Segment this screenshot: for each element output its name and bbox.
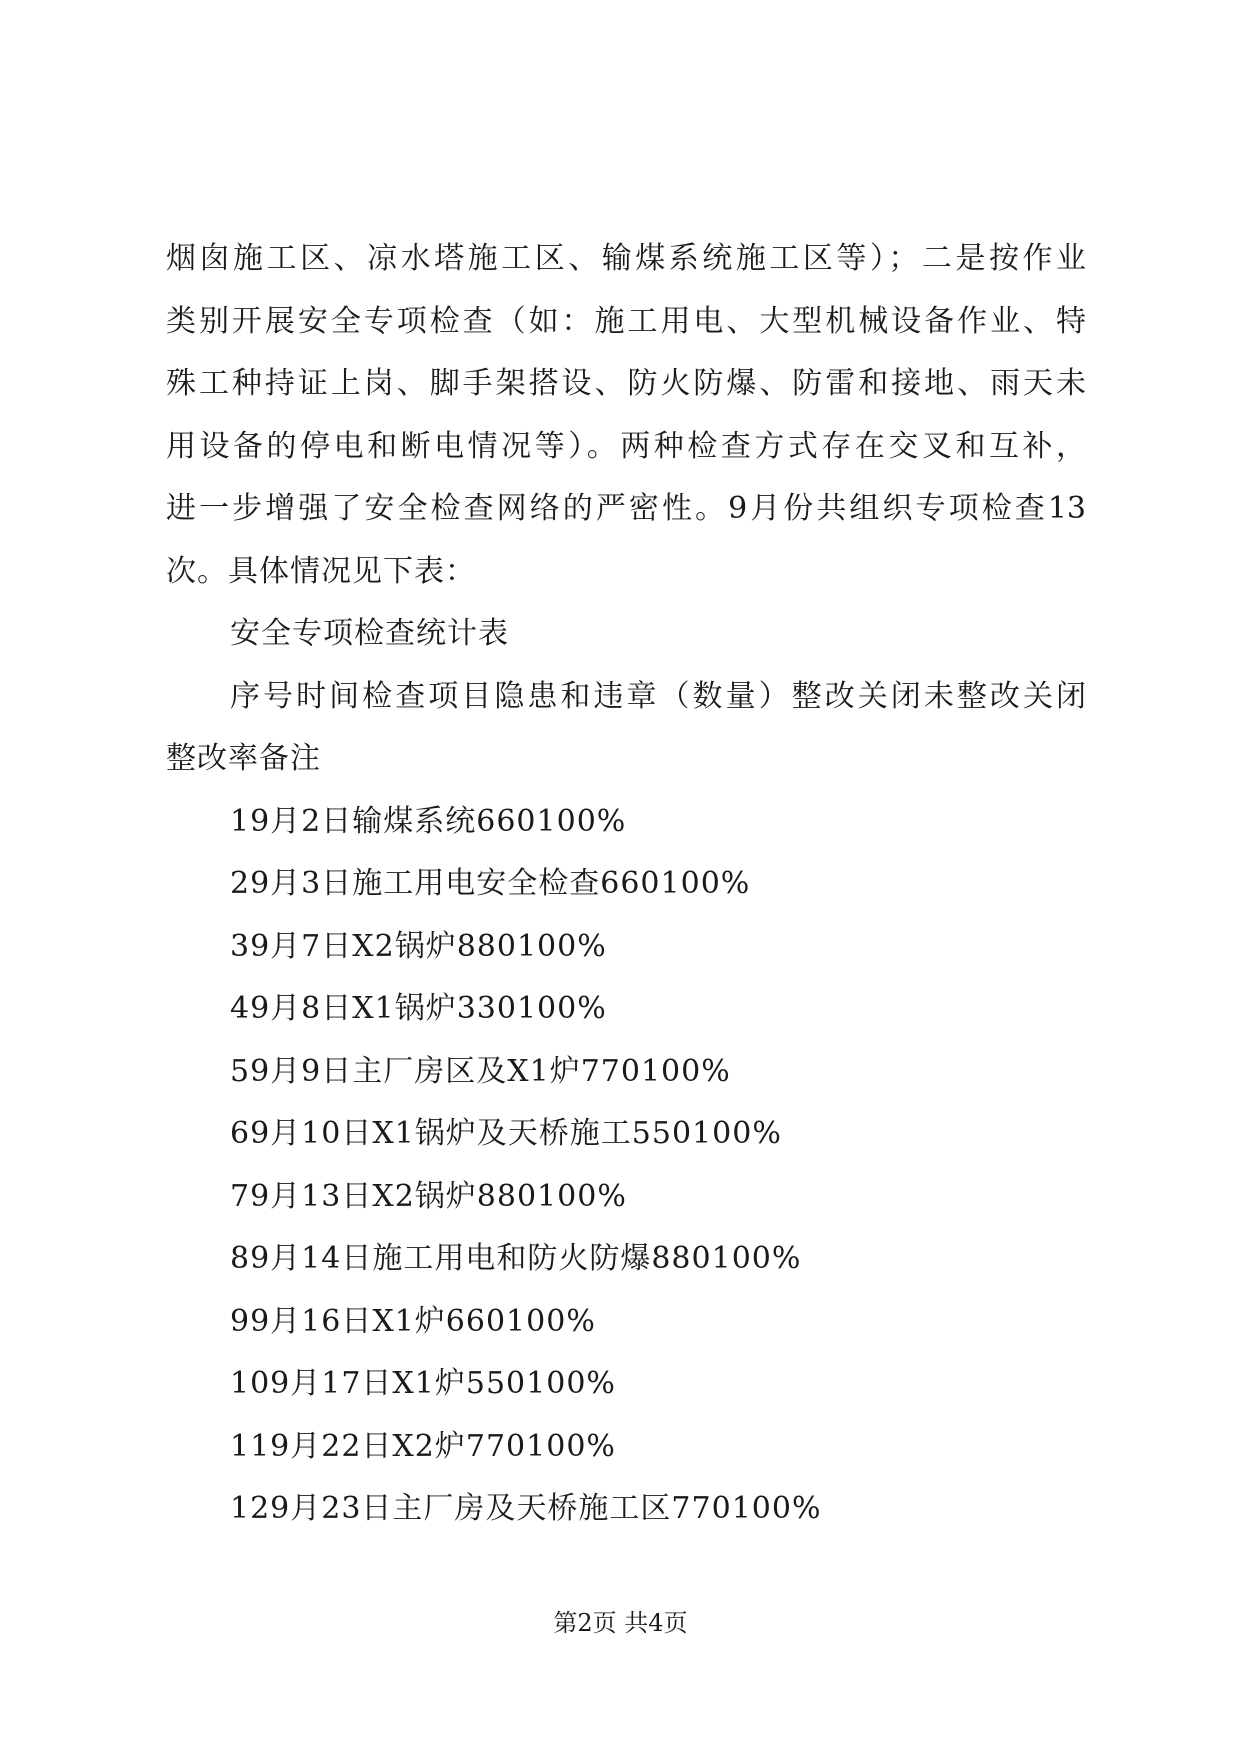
page-content: [166, 228, 1086, 1541]
table-row: 59月9日主厂房区及X1炉770100%: [230, 1053, 731, 1089]
table-row: 29月3日施工用电安全检查660100%: [230, 866, 751, 901]
table-row: 89月14日施工用电和防火防爆880100%: [230, 1241, 802, 1276]
paragraph-line: 进一步增强了安全检查网络的严密性。9月份共组织专项检查13: [166, 491, 1086, 526]
table-title: 安全专项检查统计表: [230, 616, 509, 651]
table-row: 49月8日X1锅炉330100%: [230, 991, 607, 1026]
paragraph-line: 类别开展安全专项检查（如：施工用电、大型机械设备作业、特: [166, 303, 1086, 339]
paragraph-line: 次。具体情况见下表：: [166, 553, 476, 589]
paragraph-line: 殊工种持证上岗、脚手架搭设、防火防爆、防雷和接地、雨天未: [166, 366, 1086, 401]
table-row: 39月7日X2锅炉880100%: [230, 928, 607, 964]
page-footer: 第2页 共4页: [553, 1609, 688, 1637]
table-row: 69月10日X1锅炉及天桥施工550100%: [230, 1116, 782, 1151]
table-row: 79月13日X2锅炉880100%: [230, 1178, 627, 1214]
table-row: 129月23日主厂房及天桥施工区770100%: [230, 1491, 822, 1526]
paragraph-line: 用设备的停电和断电情况等）。两种检查方式存在交叉和互补，: [166, 428, 1086, 464]
table-row: 119月22日X2炉770100%: [230, 1428, 616, 1464]
table-row: 19月2日输煤系统660100%: [230, 803, 627, 839]
table-header-line: 整改率备注: [166, 741, 321, 776]
table-row: 109月17日X1炉550100%: [230, 1366, 616, 1401]
table-row: 99月16日X1炉660100%: [230, 1303, 596, 1339]
paragraph-line: 烟囱施工区、凉水塔施工区、输煤系统施工区等）；二是按作业: [166, 241, 1086, 276]
table-header-line: 序号时间检查项目隐患和违章（数量）整改关闭未整改关闭: [230, 678, 1086, 714]
